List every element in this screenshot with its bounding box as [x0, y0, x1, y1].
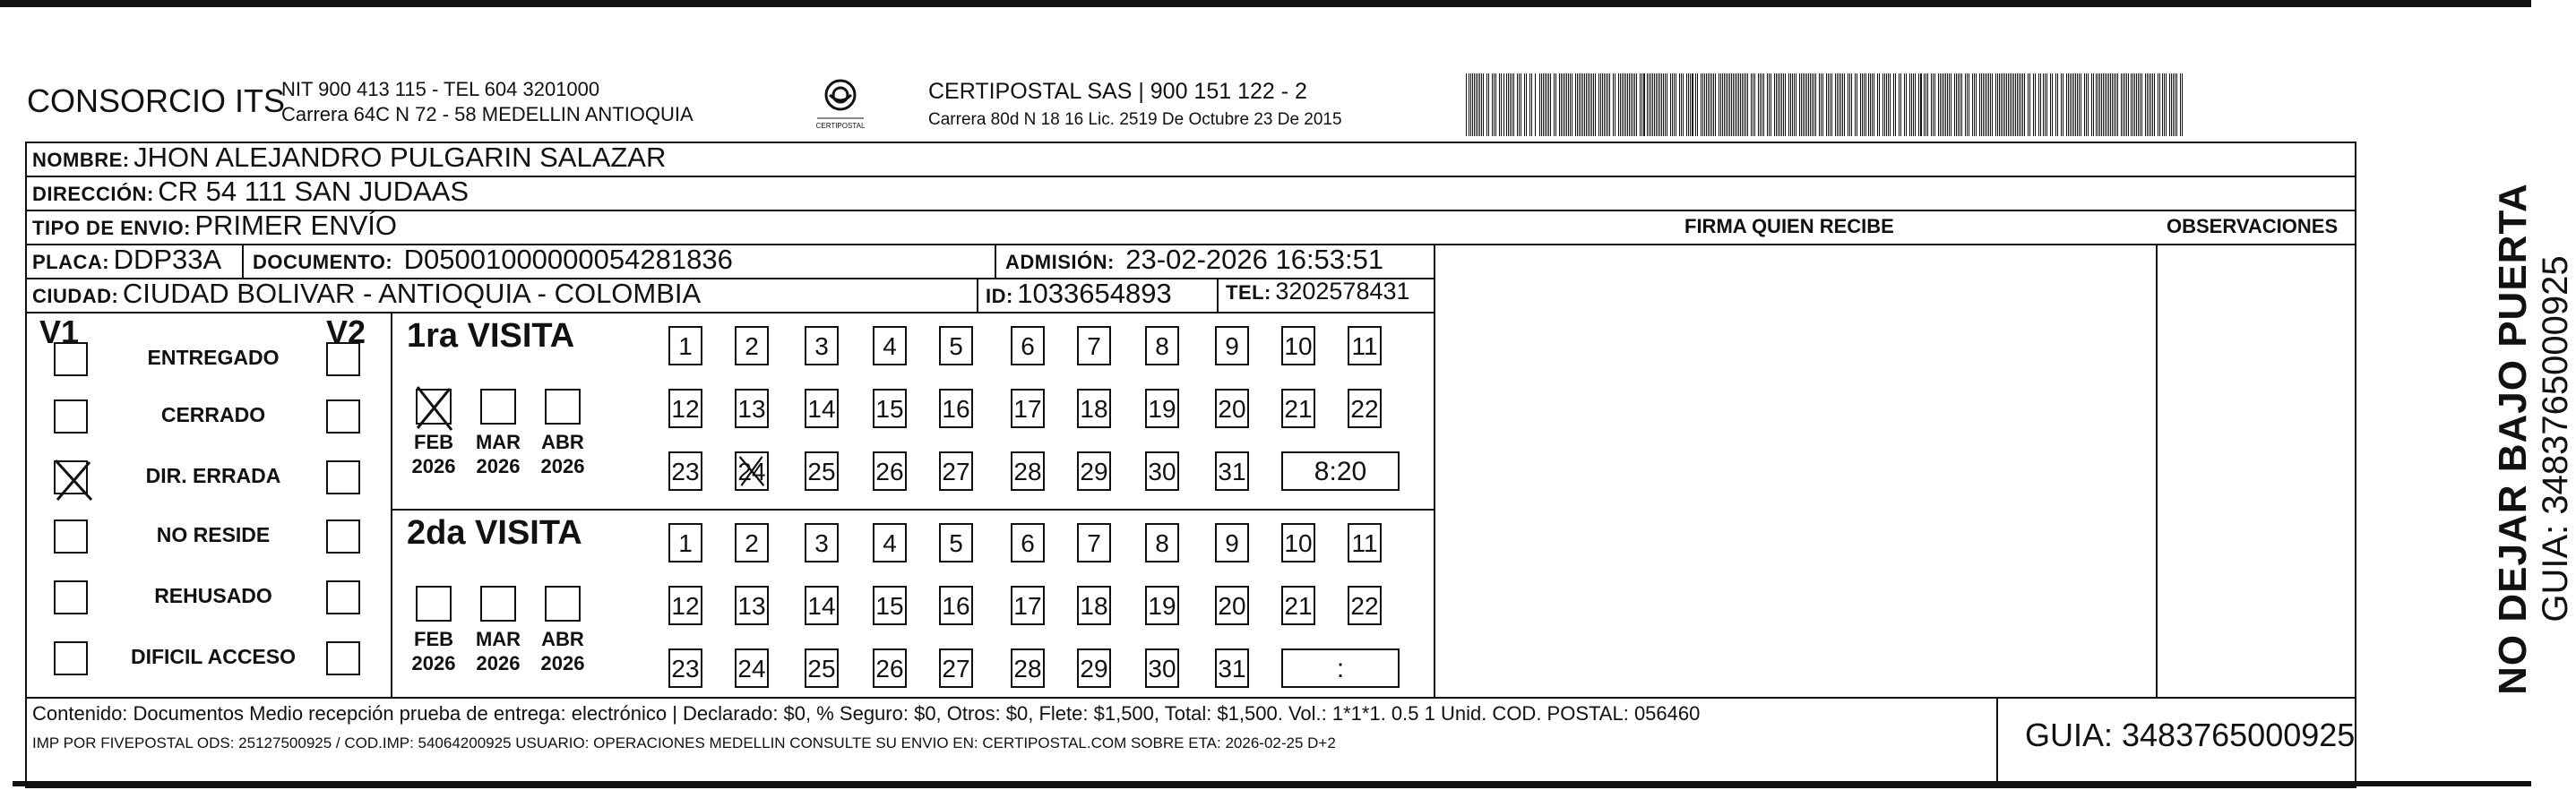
day-box[interactable]: [1077, 389, 1111, 428]
day-number: 17: [1013, 395, 1042, 423]
logo-text: CERTIPOSTAL: [815, 122, 866, 130]
month-year: 2026: [476, 455, 521, 477]
ciudad-label: CIUDAD:: [32, 285, 119, 307]
day-box[interactable]: [1011, 586, 1045, 625]
day-number: 15: [875, 592, 904, 620]
day-box[interactable]: [805, 648, 839, 688]
day-number: 25: [807, 655, 836, 683]
day-number: 14: [807, 592, 836, 620]
placa-field: [32, 244, 221, 276]
day-box[interactable]: [1348, 586, 1382, 625]
tipo-envio-field: [32, 210, 397, 242]
day-number: 19: [1148, 395, 1176, 423]
day-number: 30: [1148, 655, 1176, 683]
admision-value: 23-02-2026 16:53:51: [1125, 244, 1384, 275]
v1-checkbox-2[interactable]: [54, 460, 88, 494]
day-number: 29: [1080, 458, 1108, 485]
day-box[interactable]: [1011, 326, 1045, 365]
day-box[interactable]: [668, 389, 702, 428]
month-name: MAR: [475, 431, 521, 453]
documento-value: D05001000000054281836: [403, 244, 733, 275]
v2-checkbox-0[interactable]: [326, 342, 360, 376]
certipostal-logo: [814, 75, 867, 138]
day-number: 3: [814, 332, 829, 360]
month-name: FEB: [414, 431, 453, 453]
v1-checkbox-4[interactable]: [54, 580, 88, 614]
visit-time[interactable]: 8:20: [1281, 451, 1400, 491]
month-checkbox[interactable]: [545, 389, 581, 425]
day-number: 6: [1021, 332, 1035, 360]
status-label: CERRADO: [160, 403, 266, 426]
day-number: 21: [1284, 395, 1313, 423]
day-number: 30: [1148, 458, 1176, 485]
direccion-field: [32, 176, 469, 208]
day-number: 7: [1087, 529, 1101, 557]
day-number: 27: [942, 655, 970, 683]
day-box[interactable]: [668, 523, 702, 562]
v2-checkbox-1[interactable]: [326, 399, 360, 434]
month-year: 2026: [540, 455, 585, 477]
day-number: 9: [1225, 332, 1239, 360]
v1-checkbox-0[interactable]: [54, 342, 88, 376]
day-box[interactable]: [939, 326, 973, 365]
month-checkbox[interactable]: [480, 586, 516, 622]
day-box[interactable]: [1145, 648, 1179, 688]
day-number: 17: [1013, 592, 1042, 620]
day-number: 10: [1284, 332, 1313, 360]
v1-checkbox-1[interactable]: [54, 399, 88, 434]
day-box[interactable]: [805, 523, 839, 562]
id-value: 1033654893: [1017, 278, 1172, 309]
tel-value: 3202578431: [1275, 278, 1410, 305]
day-number: 26: [875, 458, 904, 485]
day-number: 29: [1080, 655, 1108, 683]
month-name: FEB: [414, 628, 453, 650]
id-label: ID:: [986, 285, 1013, 307]
day-number: 28: [1013, 655, 1042, 683]
day-box[interactable]: [1348, 389, 1382, 428]
day-box[interactable]: [668, 648, 702, 688]
tipo-envio-label: TIPO DE ENVIO:: [32, 217, 191, 239]
no-dejar-notice: NO DEJAR BAJO PUERTA: [2491, 183, 2535, 695]
day-number: 26: [875, 655, 904, 683]
barcode: [1466, 73, 2183, 136]
day-box[interactable]: [1281, 523, 1315, 562]
month-checkbox[interactable]: [545, 586, 581, 622]
day-number: 15: [875, 395, 904, 423]
day-box[interactable]: [1011, 523, 1045, 562]
day-box[interactable]: [939, 523, 973, 562]
day-number: 20: [1218, 395, 1246, 423]
month-year: 2026: [476, 652, 521, 674]
v1-checkbox-3[interactable]: [54, 520, 88, 554]
documento-field: [253, 244, 733, 276]
day-number: 28: [1013, 458, 1042, 485]
visit-title: 2da VISITA: [407, 514, 582, 552]
v1-checkbox-5[interactable]: [54, 641, 88, 675]
carrier-line: CERTIPOSTAL SAS | 900 151 122 - 2: [928, 79, 1307, 104]
visit-title: 1ra VISITA: [407, 317, 575, 355]
day-box[interactable]: [668, 586, 702, 625]
nombre-field: [32, 142, 666, 174]
month-label: [471, 627, 525, 675]
direccion-label: DIRECCIÓN:: [32, 183, 154, 205]
day-box[interactable]: [1281, 326, 1315, 365]
day-box[interactable]: [735, 648, 769, 688]
company-info: [281, 77, 694, 127]
status-label: ENTREGADO: [147, 346, 280, 369]
company-name: CONSORCIO ITS: [27, 82, 286, 119]
day-box[interactable]: [1145, 586, 1179, 625]
nit-line: NIT 900 413 115 - TEL 604 3201000: [281, 78, 600, 100]
nombre-value: JHON ALEJANDRO PULGARIN SALAZAR: [134, 142, 667, 173]
side-notice: [2491, 161, 2576, 717]
nombre-label: NOMBRE:: [32, 149, 130, 171]
day-box[interactable]: [873, 523, 907, 562]
day-number: 13: [737, 395, 766, 423]
day-number: 2: [745, 332, 759, 360]
day-number: 12: [671, 395, 700, 423]
day-number: 8: [1155, 529, 1169, 557]
carrier-info: [928, 77, 1342, 134]
tel-label: TEL:: [1226, 281, 1271, 304]
month-label: [407, 430, 461, 478]
day-box[interactable]: [1215, 326, 1249, 365]
id-field: [986, 278, 1172, 310]
day-box[interactable]: [1215, 451, 1249, 491]
day-number: 24: [737, 458, 766, 485]
day-number: 1: [678, 332, 693, 360]
day-box[interactable]: [873, 451, 907, 491]
tipo-envio-value: PRIMER ENVÍO: [194, 210, 398, 241]
placa-label: PLACA:: [32, 251, 110, 273]
day-box[interactable]: [805, 586, 839, 625]
day-number: 10: [1284, 529, 1313, 557]
day-box[interactable]: [1077, 586, 1111, 625]
day-number: 23: [671, 458, 700, 485]
month-label: [471, 430, 525, 478]
day-number: 5: [949, 332, 963, 360]
status-label: DIR. ERRADA: [145, 464, 281, 487]
day-number: 16: [942, 395, 970, 423]
ciudad-field: [32, 278, 701, 310]
month-name: ABR: [541, 628, 584, 650]
status-label: NO RESIDE: [156, 523, 271, 546]
firma-header: FIRMA QUIEN RECIBE: [1684, 215, 1894, 237]
day-box[interactable]: [939, 451, 973, 491]
day-box[interactable]: [1145, 326, 1179, 365]
day-box[interactable]: [805, 326, 839, 365]
month-checkbox[interactable]: [416, 586, 452, 622]
day-box[interactable]: [1348, 523, 1382, 562]
day-box[interactable]: [1145, 523, 1179, 562]
day-number: 14: [807, 395, 836, 423]
visit-time[interactable]: :: [1281, 648, 1400, 688]
day-box[interactable]: [805, 389, 839, 428]
day-number: 6: [1021, 529, 1035, 557]
month-checkbox[interactable]: [480, 389, 516, 425]
day-box[interactable]: [1215, 523, 1249, 562]
month-name: MAR: [475, 628, 521, 650]
status-label: DIFICIL ACCESO: [130, 645, 296, 668]
day-number: 12: [671, 592, 700, 620]
day-number: 31: [1218, 458, 1246, 485]
day-number: 11: [1351, 529, 1378, 557]
v2-header: V2: [326, 313, 366, 350]
day-box[interactable]: [1077, 451, 1111, 491]
day-number: 22: [1350, 395, 1379, 423]
v2-checkbox-3[interactable]: [326, 520, 360, 554]
day-box[interactable]: [805, 451, 839, 491]
day-box[interactable]: [735, 326, 769, 365]
day-number: 4: [883, 529, 897, 557]
status-label: REHUSADO: [154, 584, 272, 607]
day-box[interactable]: [735, 451, 769, 491]
day-box[interactable]: [1011, 389, 1045, 428]
day-number: 24: [737, 655, 766, 683]
carrier-address: Carrera 80d N 18 16 Lic. 2519 De Octubre 23 De 2015: [928, 110, 1342, 129]
day-box[interactable]: [1077, 326, 1111, 365]
day-box[interactable]: [1215, 586, 1249, 625]
observaciones-header: OBSERVACIONES: [2167, 215, 2339, 237]
day-box[interactable]: [873, 389, 907, 428]
ciudad-value: CIUDAD BOLIVAR - ANTIOQUIA - COLOMBIA: [122, 278, 702, 309]
day-box[interactable]: [939, 586, 973, 625]
day-number: 5: [949, 529, 963, 557]
day-box[interactable]: [1281, 586, 1315, 625]
day-box[interactable]: [668, 326, 702, 365]
bottom-border: [13, 781, 2531, 786]
day-number: 21: [1284, 592, 1313, 620]
day-box[interactable]: [1145, 389, 1179, 428]
day-number: 23: [671, 655, 700, 683]
day-box[interactable]: [1281, 389, 1315, 428]
day-box[interactable]: [1077, 523, 1111, 562]
admision-field: [1005, 244, 1383, 276]
day-number: 3: [814, 529, 829, 557]
day-number: 31: [1218, 655, 1246, 683]
month-checkbox[interactable]: [416, 389, 452, 425]
day-number: 2: [745, 529, 759, 557]
tel-field: [1226, 278, 1410, 305]
month-year: 2026: [411, 455, 456, 477]
day-box[interactable]: [1215, 648, 1249, 688]
day-number: 13: [737, 592, 766, 620]
guia-number: GUIA: 3483765000925: [2025, 717, 2356, 753]
day-number: 22: [1350, 592, 1379, 620]
v2-checkbox-4[interactable]: [326, 580, 360, 614]
direccion-value: CR 54 111 SAN JUDAAS: [158, 176, 470, 207]
day-box[interactable]: [735, 389, 769, 428]
v1-header: V1: [39, 313, 80, 350]
day-box[interactable]: [1011, 648, 1045, 688]
month-name: ABR: [541, 431, 584, 453]
month-year: 2026: [411, 652, 456, 674]
day-number: 11: [1351, 332, 1378, 360]
day-box[interactable]: [873, 648, 907, 688]
guide-form: [25, 142, 2356, 788]
address-line: Carrera 64C N 72 - 58 MEDELLIN ANTIOQUIA: [281, 103, 694, 125]
day-number: 4: [883, 332, 897, 360]
side-guia: GUIA: 3483765000925: [2536, 255, 2575, 623]
day-number: 25: [807, 458, 836, 485]
month-year: 2026: [540, 652, 585, 674]
month-label: [407, 627, 461, 675]
documento-label: DOCUMENTO:: [253, 251, 393, 273]
day-number: 1: [678, 529, 693, 557]
day-number: 18: [1080, 592, 1108, 620]
day-box[interactable]: [873, 326, 907, 365]
month-label: [536, 627, 590, 675]
day-number: 19: [1148, 592, 1176, 620]
v2-checkbox-5[interactable]: [326, 641, 360, 675]
day-box[interactable]: [1348, 326, 1382, 365]
day-number: 20: [1218, 592, 1246, 620]
day-number: 27: [942, 458, 970, 485]
admision-label: ADMISIÓN:: [1005, 251, 1115, 273]
day-box[interactable]: [1215, 389, 1249, 428]
day-box[interactable]: [1145, 451, 1179, 491]
day-box[interactable]: [939, 648, 973, 688]
day-number: 8: [1155, 332, 1169, 360]
day-box[interactable]: [735, 523, 769, 562]
placa-value: DDP33A: [113, 244, 222, 275]
v2-checkbox-2[interactable]: [326, 460, 360, 494]
day-box[interactable]: [1077, 648, 1111, 688]
top-border: [0, 0, 2531, 7]
day-box[interactable]: [939, 389, 973, 428]
day-number: 7: [1087, 332, 1101, 360]
day-box[interactable]: [1011, 451, 1045, 491]
day-box[interactable]: [668, 451, 702, 491]
day-number: 16: [942, 592, 970, 620]
day-number: 18: [1080, 395, 1108, 423]
day-box[interactable]: [735, 586, 769, 625]
imp-line: IMP POR FIVEPOSTAL ODS: 25127500925 / COD.IMP: 54064200925 USUARIO: OPERACIONES MEDELLIN CONSULTE SU ENVIO EN: CERTIPOSTAL.COM SOBRE ETA: 2026-02-25 D+2: [32, 734, 1336, 751]
day-number: 9: [1225, 529, 1239, 557]
day-box[interactable]: [873, 586, 907, 625]
contenido-line: Contenido: Documentos Medio recepción prueba de entrega: electrónico | Declarado: $0, % Seguro: $0, Otros: $0, Flete: $1,500, Total: $1,500. Vol.: 1*1*1. 0.5 1 Unid. COD. POSTAL: 056460: [32, 702, 1701, 725]
month-label: [536, 430, 590, 478]
